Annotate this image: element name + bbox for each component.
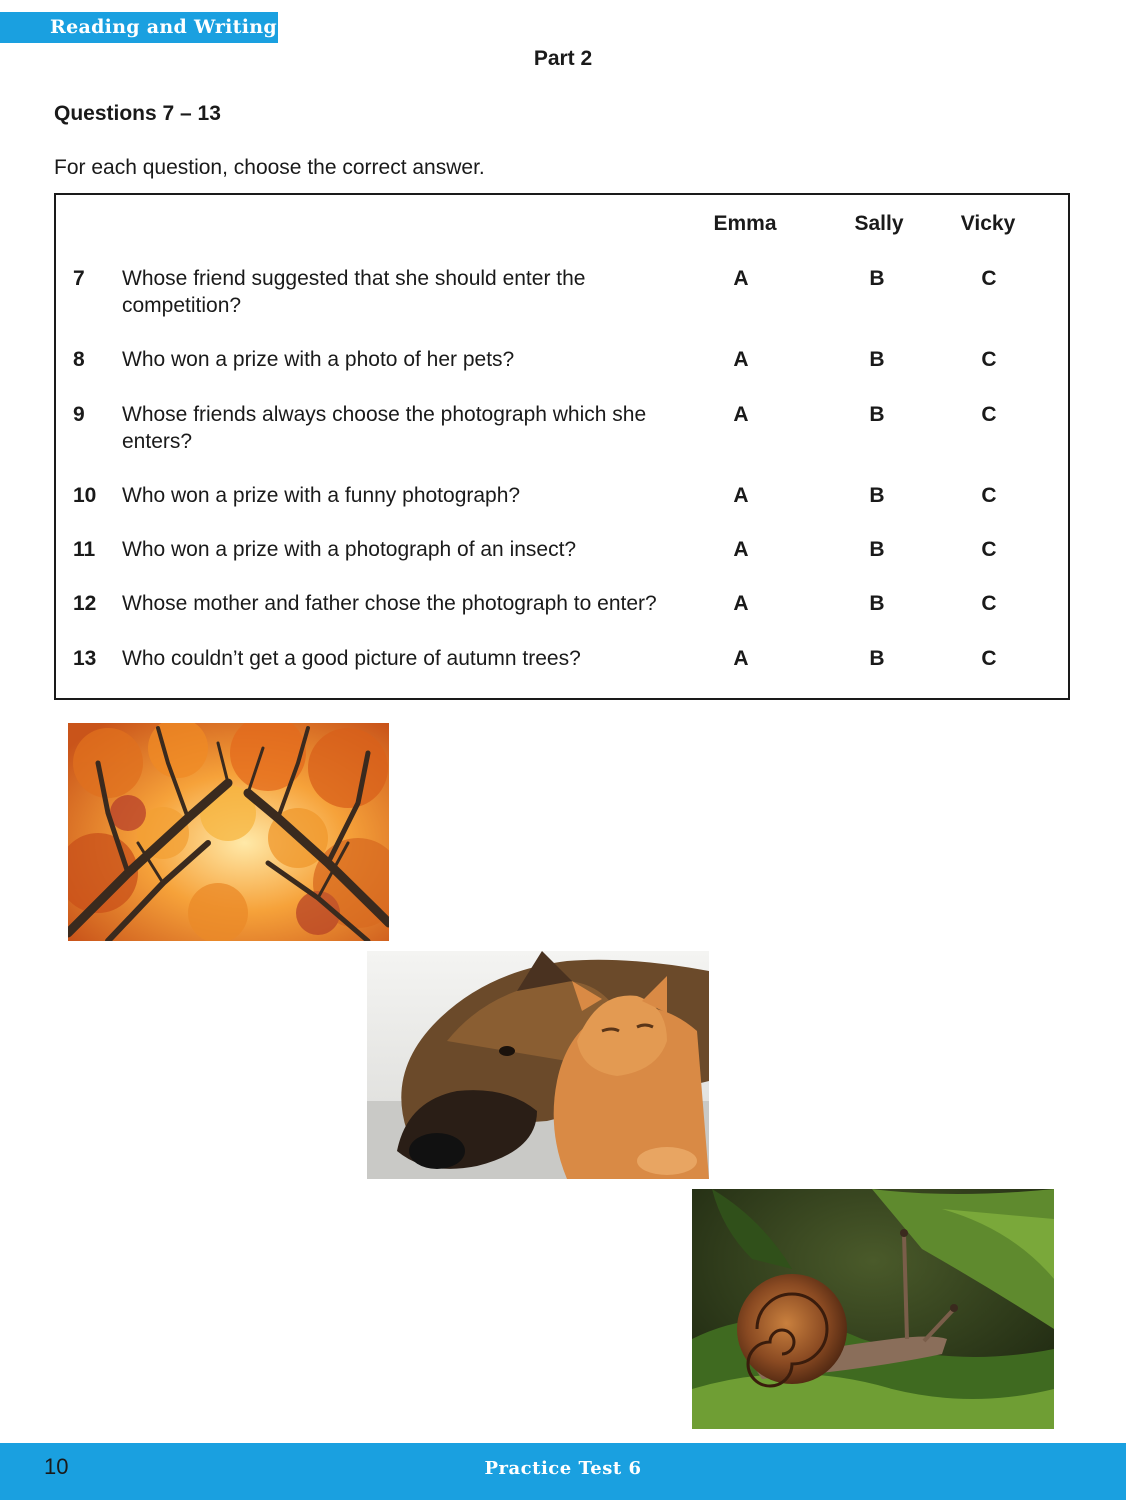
footer-title: Practice Test 6 (484, 1458, 642, 1479)
column-header-emma: Emma (713, 212, 777, 235)
option-a[interactable]: A (733, 484, 749, 507)
option-a[interactable]: A (733, 647, 749, 670)
column-header-sally: Sally (854, 212, 904, 235)
autumn-trees-photo (68, 723, 389, 941)
questions-heading: Questions 7 – 13 (54, 102, 221, 125)
question-text: Whose friend suggested that she should enter the competition? (122, 267, 586, 317)
question-number: 13 (73, 647, 97, 670)
option-c[interactable]: C (981, 484, 997, 507)
option-c[interactable]: C (981, 592, 997, 615)
question-number: 10 (73, 484, 97, 507)
option-b[interactable]: B (869, 484, 885, 507)
option-b[interactable]: B (869, 348, 885, 371)
option-a[interactable]: A (733, 592, 749, 615)
question-text: Who won a prize with a photograph of an insect? (122, 538, 577, 561)
option-b[interactable]: B (869, 592, 885, 615)
snail-photo (692, 1189, 1054, 1429)
option-b[interactable]: B (869, 647, 885, 670)
option-c[interactable]: C (981, 348, 997, 371)
option-a[interactable]: A (733, 403, 749, 426)
option-c[interactable]: C (981, 647, 997, 670)
option-b[interactable]: B (869, 403, 885, 426)
option-b[interactable]: B (869, 267, 885, 290)
part-title: Part 2 (533, 47, 593, 70)
page-number: 10 (44, 1454, 69, 1479)
question-text: Who won a prize with a funny photograph? (122, 484, 521, 507)
footer-bar (0, 1443, 1126, 1500)
option-a[interactable]: A (733, 538, 749, 561)
dog-and-cat-photo (367, 951, 709, 1179)
question-number: 8 (73, 348, 85, 371)
option-c[interactable]: C (981, 267, 997, 290)
option-c[interactable]: C (981, 538, 997, 561)
question-number: 12 (73, 592, 97, 615)
column-header-vicky: Vicky (960, 212, 1016, 235)
question-text: Who couldn’t get a good picture of autumn trees? (122, 647, 581, 670)
option-a[interactable]: A (733, 348, 749, 371)
question-text: Whose friends always choose the photograph which she enters? (122, 403, 647, 453)
question-number: 9 (73, 403, 85, 426)
question-table (54, 193, 1070, 700)
section-label: Reading and Writing (0, 12, 278, 43)
question-number: 7 (73, 267, 85, 290)
option-c[interactable]: C (981, 403, 997, 426)
option-a[interactable]: A (733, 267, 749, 290)
question-number: 11 (73, 538, 96, 561)
option-b[interactable]: B (869, 538, 885, 561)
question-text: Who won a prize with a photo of her pets? (122, 348, 515, 371)
question-text: Whose mother and father chose the photograph to enter? (122, 592, 657, 615)
instructions: For each question, choose the correct answer. (54, 156, 485, 179)
